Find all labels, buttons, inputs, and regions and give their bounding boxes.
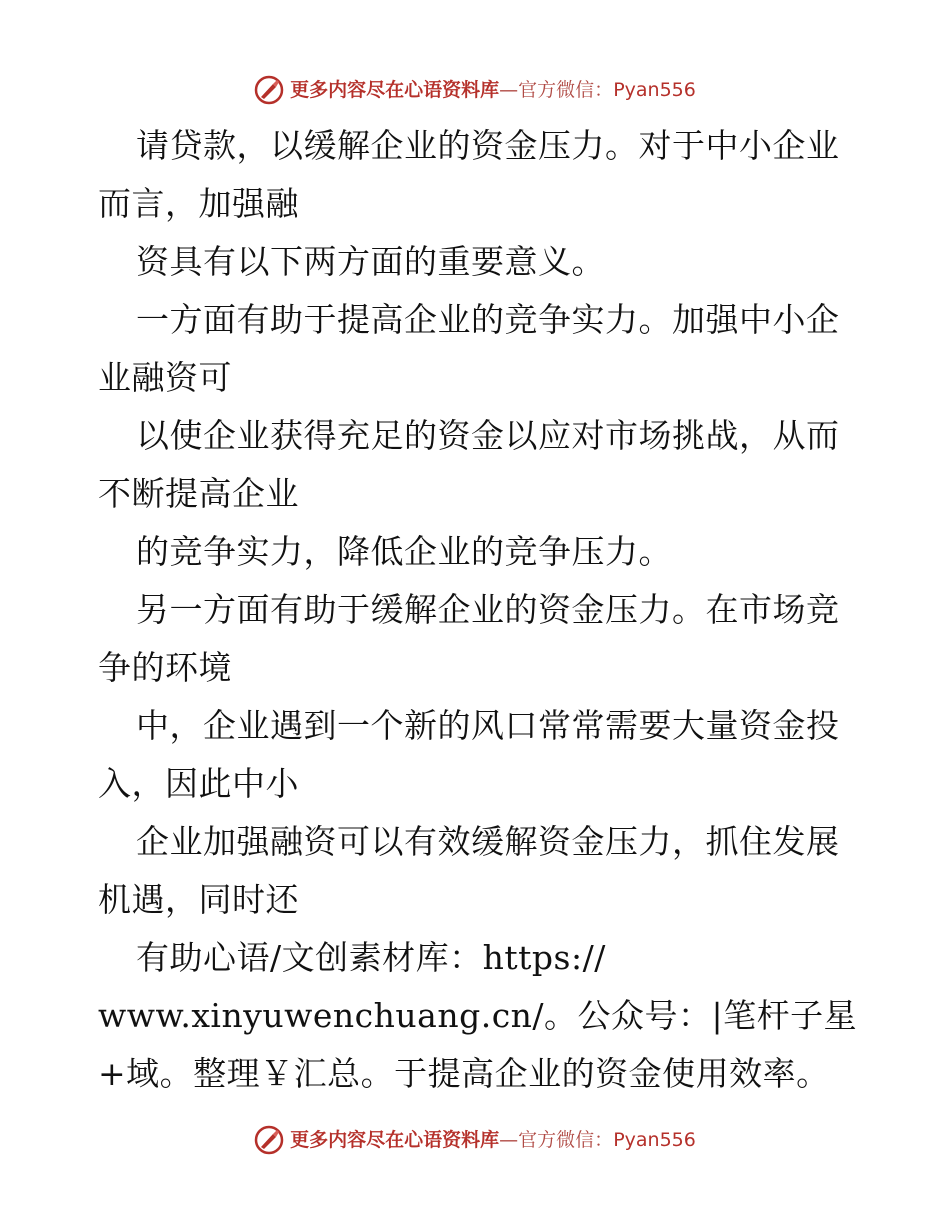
text-line: 请贷款，以缓解企业的资金压力。对于中小企业 [136, 126, 840, 165]
watermark-main: 更多内容尽在心语资料库 [290, 1128, 500, 1151]
text-line: 入，因此中小 [98, 764, 299, 803]
text-line: 一方面有助于提高企业的竞争实力。加强中小企 [136, 300, 840, 339]
text-line: 的竞争实力，降低企业的竞争压力。 [136, 532, 672, 571]
watermark-dash: — [499, 78, 519, 101]
text-line: 中，企业遇到一个新的风口常常需要大量资金投 [136, 706, 840, 745]
document-body [98, 117, 858, 1103]
watermark-wechat-id: Pyan556 [613, 78, 696, 101]
text-line: www.xinyuwenchuang.cn/。公众号：|笔杆子星 [98, 996, 858, 1035]
watermark-wechat-id: Pyan556 [613, 1128, 696, 1151]
text-line: 另一方面有助于缓解企业的资金压力。在市场竞 [136, 590, 840, 629]
text-line: 不断提高企业 [98, 474, 299, 513]
text-line: 业融资可 [98, 358, 232, 397]
watermark-text [290, 1128, 696, 1151]
footer-watermark [0, 1120, 950, 1160]
watermark-sub: 官方微信： [518, 1128, 614, 1151]
text-line: 有助心语/文创素材库：https:// [136, 938, 606, 977]
pen-nib-circle-icon [254, 75, 284, 105]
watermark-main: 更多内容尽在心语资料库 [290, 78, 500, 101]
text-line: 企业加强融资可以有效缓解资金压力，抓住发展 [136, 822, 840, 861]
pen-nib-circle-icon [254, 1125, 284, 1155]
watermark-sub: 官方微信： [518, 78, 614, 101]
header-watermark [0, 70, 950, 110]
watermark-text [290, 78, 696, 101]
text-line: 而言，加强融 [98, 184, 299, 223]
text-line: +域。整理￥汇总。于提高企业的资金使用效率。 [98, 1054, 830, 1093]
watermark-dash: — [499, 1128, 519, 1151]
text-line: 争的环境 [98, 648, 232, 687]
text-line: 以使企业获得充足的资金以应对市场挑战，从而 [136, 416, 840, 455]
text-line: 资具有以下两方面的重要意义。 [136, 242, 605, 281]
text-line: 机遇，同时还 [98, 880, 299, 919]
